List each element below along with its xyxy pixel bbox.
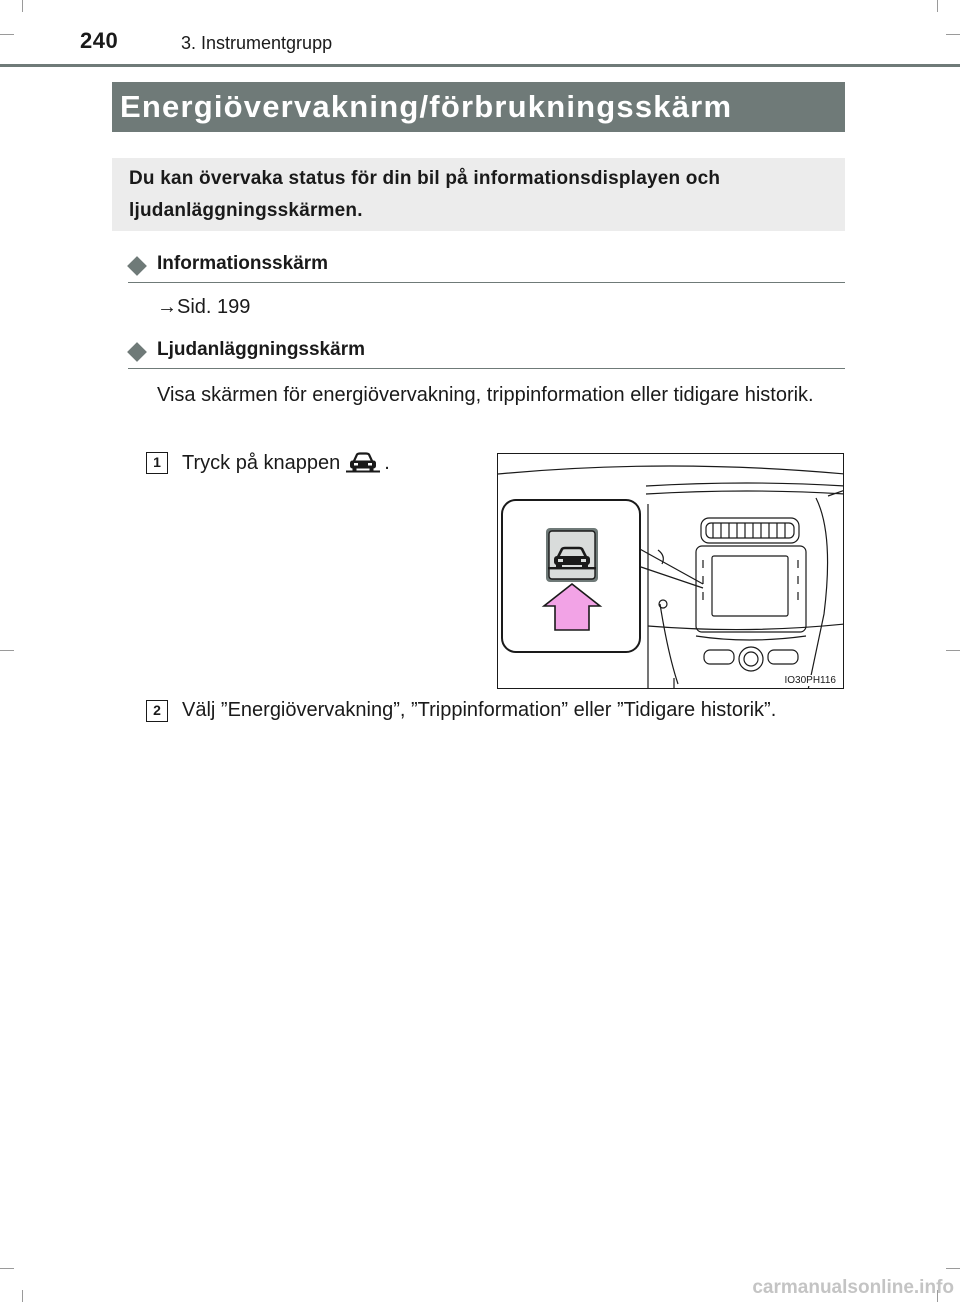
- step-number-badge: 1: [146, 452, 168, 474]
- dashboard-drawing: [498, 454, 844, 689]
- crop-mark: [946, 1268, 960, 1269]
- svg-text:carmanualsonline.info: carmanualsonline.info: [752, 1277, 954, 1298]
- header-divider: [0, 64, 960, 67]
- dashboard-illustration: [497, 453, 844, 689]
- crop-mark: [22, 1290, 23, 1302]
- page-number: 240: [80, 28, 119, 53]
- watermark-logo: [736, 1274, 956, 1300]
- step-number-badge: 2: [146, 700, 168, 722]
- figure-code: IO30PH116: [784, 675, 836, 686]
- page-title: Energiövervakning/förbrukningsskärm: [120, 89, 733, 124]
- section-heading-ljudanlaggningsskarm: [128, 341, 845, 369]
- diamond-bullet-icon: [127, 342, 147, 362]
- intro-text: Du kan övervaka status för din bil på informationsdisplayen och ljudanläggningsskärmen.: [129, 168, 721, 221]
- crop-mark: [0, 1268, 14, 1269]
- diamond-bullet-icon: [127, 256, 147, 276]
- crop-mark: [946, 650, 960, 651]
- crop-mark: [22, 0, 23, 12]
- step-1-text-before: Tryck på knappen: [182, 452, 341, 474]
- section-heading-informationsskarm: [128, 255, 845, 283]
- section-body: Visa skärmen för energiövervakning, trippinformation eller tidigare historik.: [157, 384, 814, 406]
- section-title: Ljudanläggningsskärm: [157, 339, 365, 360]
- crop-mark: [946, 34, 960, 35]
- section-divider: [128, 368, 845, 369]
- crop-mark: [0, 650, 14, 651]
- section-title: Informationsskärm: [157, 253, 329, 274]
- car-button-icon: [346, 451, 380, 473]
- crop-mark: [937, 0, 938, 12]
- crop-mark: [0, 34, 14, 35]
- chapter-title: 3. Instrumentgrupp: [181, 33, 333, 53]
- title-bar: [112, 82, 845, 132]
- step-2-text: Välj ”Energiövervakning”, ”Trippinformation” eller ”Tidigare historik”.: [182, 699, 777, 721]
- step-1-text: [182, 451, 390, 475]
- step-1-text-after: .: [384, 452, 390, 474]
- intro-box: [112, 158, 845, 231]
- section-divider: [128, 282, 845, 283]
- page-reference-link[interactable]: →Sid. 199: [157, 296, 251, 318]
